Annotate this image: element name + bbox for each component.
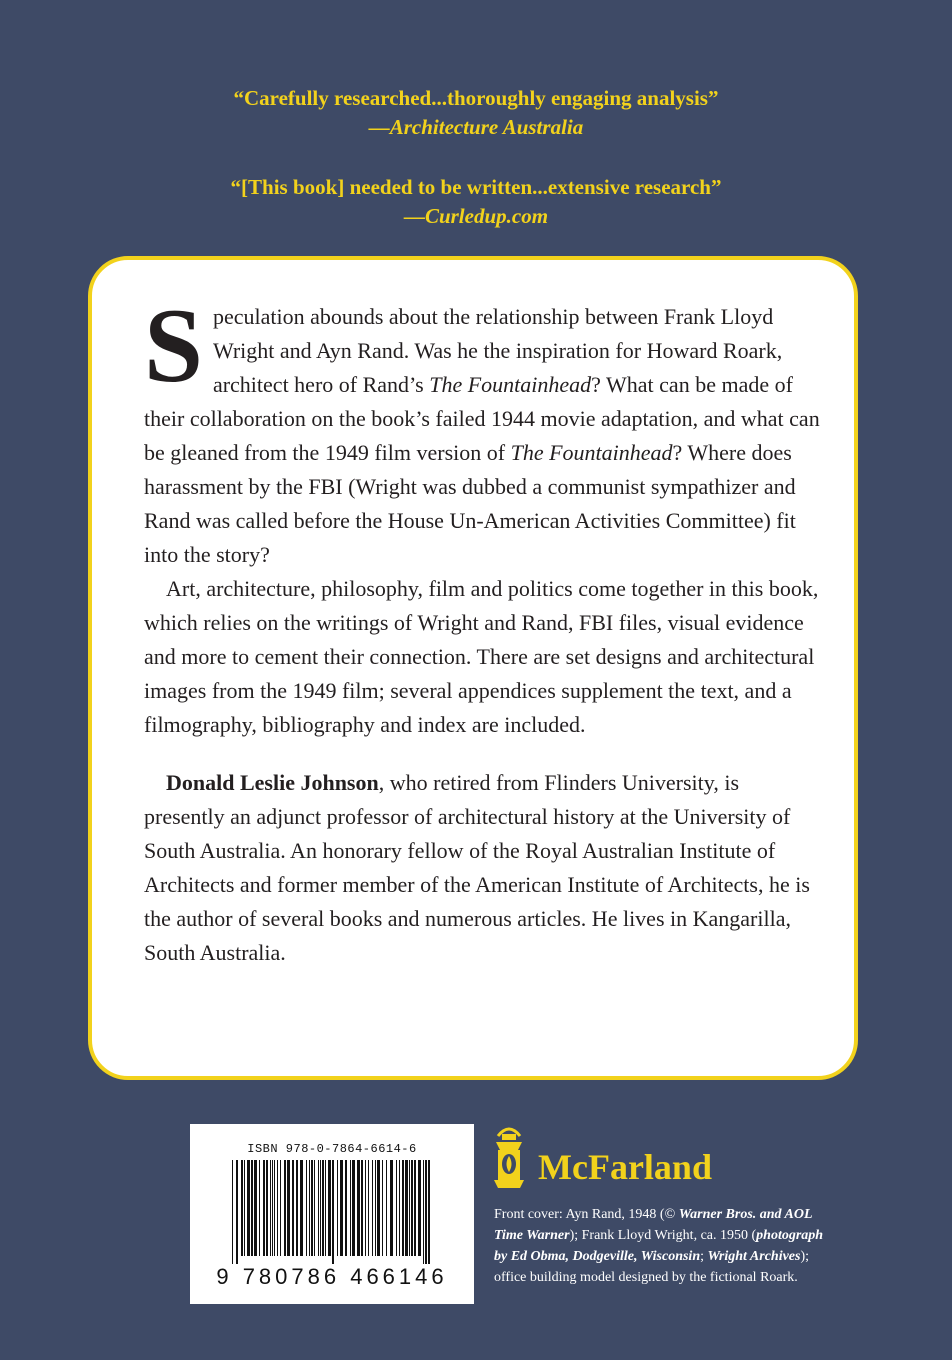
text-run: ); Frank Lloyd Wright, ca. 1950 ( [569, 1228, 757, 1243]
text-run: photograph by Ed Obma, Dodgeville, Wisconsin [494, 1228, 824, 1264]
text-run: ); office building model designed by the fictional Roark. [494, 1249, 810, 1285]
barcode-bar [340, 1160, 343, 1256]
text-run: Warner Bros. and AOL Time Warner [494, 1207, 813, 1243]
barcode-bar [277, 1160, 278, 1256]
barcode-bar [311, 1160, 313, 1256]
barcode-bar [266, 1160, 268, 1256]
barcode-bar [259, 1160, 260, 1256]
barcode-bar [270, 1160, 271, 1256]
author-name: Donald Leslie Johnson [166, 770, 379, 795]
barcode-bar [405, 1160, 408, 1256]
barcode-bar [375, 1160, 376, 1256]
barcode-bar [425, 1160, 427, 1264]
barcode-bar [368, 1160, 369, 1256]
barcode-bar [350, 1160, 351, 1256]
barcode-bar [332, 1160, 334, 1264]
barcode-bar [402, 1160, 404, 1256]
barcode-bar [377, 1160, 380, 1256]
barcode-bar [428, 1160, 430, 1264]
author-bio-text: , who retired from Flinders University, is presently an adjunct professor of architectural history at the University of South Australia. An honorary fellow of the Royal Australian Institute of Architects and former member of the American Institute of Architects, he is the author of several books and numerous articles. He lives in Kangarilla, South Australia. [144, 770, 810, 965]
isbn-label: ISBN 978-0-7864-6614-6 [247, 1142, 417, 1156]
text-run: ; [700, 1249, 708, 1264]
barcode-bar [352, 1160, 355, 1256]
text-run: ? What can be made of their collaboration on the book’s failed 1944 movie adaptation, and what can be gleaned from the 1949 film version of [144, 372, 820, 465]
book-title: The Fountainhead [429, 372, 592, 397]
barcode-bar [247, 1160, 250, 1256]
barcode-bar [309, 1160, 310, 1256]
barcode-bar [314, 1160, 315, 1256]
lantern-logo-icon [488, 1122, 530, 1202]
barcode-bar [382, 1160, 383, 1256]
barcode-bar [320, 1160, 321, 1256]
barcode-bar [263, 1160, 265, 1256]
publisher-name: McFarland [538, 1147, 712, 1187]
review-quote-2 [0, 173, 952, 231]
barcode-bar [418, 1160, 421, 1256]
text-run: Front cover: Ayn Rand, 1948 (© [494, 1207, 679, 1222]
barcode-bar [280, 1160, 281, 1256]
barcode-bar [411, 1160, 413, 1256]
barcode-bar [414, 1160, 416, 1256]
description-panel [88, 256, 858, 1080]
barcode [190, 1124, 474, 1304]
barcode-bar [322, 1160, 324, 1256]
barcode-bar [399, 1160, 400, 1256]
barcode-bar [287, 1160, 290, 1256]
quote-source: —Architecture Australia [368, 115, 584, 139]
barcode-bar [244, 1160, 245, 1256]
barcode-bar [254, 1160, 257, 1256]
review-quote-1 [0, 84, 952, 142]
barcode-bar [306, 1160, 307, 1256]
barcode-bar [386, 1160, 387, 1256]
barcode-bar [318, 1160, 319, 1256]
barcode-bars [232, 1160, 432, 1264]
quote-text: “[This book] needed to be written...extensive research” [230, 175, 722, 199]
barcode-bar [328, 1160, 331, 1256]
barcode-bar [365, 1160, 366, 1256]
text-run: Wright Archives [707, 1249, 801, 1264]
barcode-bar [361, 1160, 363, 1256]
text-run: peculation abounds about the relationship between Frank Lloyd Wright and Ayn Rand. Was he the inspiration for Howard Roark, architect hero of Rand’s [212, 304, 783, 397]
barcode-bar [325, 1160, 326, 1256]
barcode-bar [296, 1160, 298, 1256]
barcode-bar [272, 1160, 273, 1256]
barcode-bar [236, 1160, 238, 1264]
barcode-bar [251, 1160, 253, 1256]
barcode-bar [345, 1160, 347, 1256]
barcode-bar [390, 1160, 393, 1256]
barcode-bar [274, 1160, 275, 1256]
barcode-bar [357, 1160, 360, 1256]
drop-cap: S [144, 287, 203, 404]
description-text [144, 287, 824, 970]
text-run: ? Where does harassment by the FBI (Wright was dubbed a communist sympathizer and Rand was called before the House Un-American Activities Committee) fit into the story? [144, 440, 796, 567]
barcode-bar [232, 1160, 233, 1264]
barcode-bar [241, 1160, 243, 1256]
barcode-bar [292, 1160, 294, 1256]
barcode-bar [284, 1160, 286, 1256]
cover-credits [494, 1204, 834, 1288]
barcode-bar [372, 1160, 373, 1256]
quote-text: “Carefully researched...thoroughly engaging analysis” [233, 86, 719, 110]
quote-source: —Curledup.com [403, 204, 549, 228]
description-paragraph-1 [144, 287, 824, 572]
barcode-bar [423, 1160, 424, 1264]
author-bio [144, 766, 824, 970]
barcode-bar [396, 1160, 397, 1256]
book-title: The Fountainhead [510, 440, 673, 465]
barcode-digits: 9 780786 466146 [216, 1264, 448, 1289]
barcode-bar [300, 1160, 303, 1256]
barcode-bar [337, 1160, 338, 1256]
barcode-bar [409, 1160, 410, 1256]
description-paragraph-2: Art, architecture, philosophy, film and politics come together in this book, which relies on the writings of Wright and Rand, FBI files, visual evidence and more to cement their connection. There are set designs and architectural images from the 1949 film; several appendices supplement the text, and a filmography, bibliography and index are included. [144, 576, 819, 737]
